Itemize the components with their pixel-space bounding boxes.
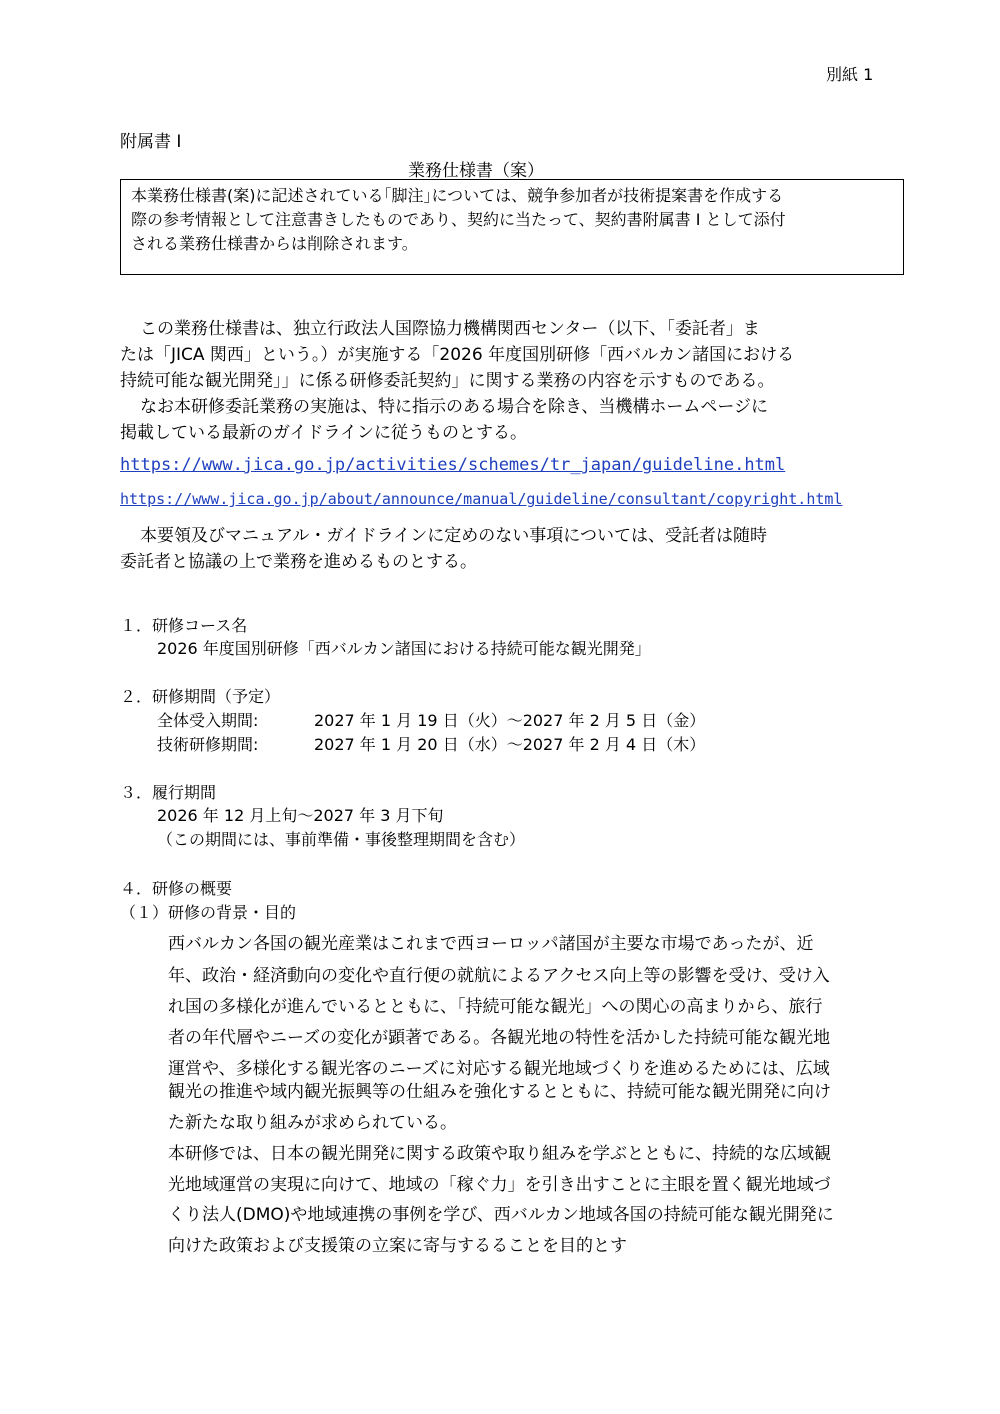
background-line: くり法人(DMO)や地域連携の事例を学び、西バルカン地域各国の持続可能な観光開発に (168, 1205, 834, 1225)
background-line: た新たな取り組みが求められている。 (168, 1113, 457, 1133)
period-label: 全体受入期間: (157, 711, 259, 730)
period-label: 技術研修期間: (157, 735, 259, 754)
background-line: れ国の多様化が進んでいるとともに、「持続可能な観光」への関心の高まりから、旅行 (168, 997, 823, 1017)
guideline-link[interactable]: https://www.jica.go.jp/activities/schemes/tr_japan/guideline.html (120, 455, 786, 475)
page-title: 業務仕様書（案） (408, 161, 544, 181)
subsection-heading: （１）研修の背景・目的 (120, 903, 297, 922)
intro-line: たは「JICA 関西」という。）が実施する「2026 年度国別研修「西バルカン諸国における (120, 345, 795, 365)
section-heading: １．研修コース名 (120, 616, 248, 635)
background-line: 者の年代層やニーズの変化が顕著である。各観光地の特性を活かした持続可能な観光地 (168, 1028, 831, 1048)
period-value: 2027 年 1 月 20 日（水）～2027 年 2 月 4 日（木） (314, 735, 706, 754)
background-line: 西バルカン各国の観光産業はこれまで西ヨーロッパ諸国が主要な市場であったが、近 (168, 934, 814, 954)
intro-note-line: 委託者と協議の上で業務を進めるものとする。 (120, 552, 477, 572)
period-value: 2027 年 1 月 19 日（火）～2027 年 2 月 5 日（金） (314, 711, 706, 730)
section-heading: ２．研修期間（予定） (120, 687, 281, 706)
section-heading: ４．研修の概要 (120, 879, 233, 898)
course-name: 2026 年度国別研修「西バルカン諸国における持続可能な観光開発」 (157, 639, 651, 658)
background-line: 年、政治・経済動向の変化や直行便の就航によるアクセス向上等の影響を受け、受け入 (168, 966, 830, 986)
background-line: 光地域運営の実現に向けて、地域の「稼ぐ力」を引き出すことに主眼を置く観光地域づ (168, 1175, 831, 1195)
attachment-label: 別紙 1 (826, 65, 874, 84)
notice-line: 際の参考情報として注意書きしたものであり、契約に当たって、契約書附属書 I として添付 (131, 210, 786, 229)
notice-line: される業務仕様書からは削除されます。 (131, 234, 418, 253)
background-line: 運営や、多様化する観光客のニーズに対応する観光地域づくりを進めるためには、広域 (168, 1059, 830, 1079)
intro-line: この業務仕様書は、独立行政法人国際協力機構関西センター（以下、「委託者」ま (140, 319, 760, 339)
copyright-link[interactable]: https://www.jica.go.jp/about/announce/manual/guideline/consultant/copyright.html (120, 490, 843, 508)
intro-line: 掲載している最新のガイドラインに従うものとする。 (120, 423, 527, 443)
intro-line: 持続可能な観光開発」」に係る研修委託契約」に関する業務の内容を示すものである。 (120, 371, 775, 391)
background-line: 本研修では、日本の観光開発に関する政策や取り組みを学ぶとともに、持続的な広域観 (168, 1144, 831, 1164)
intro-note-line: 本要領及びマニュアル・ガイドラインに定めのない事項については、受託者は随時 (140, 526, 767, 546)
contract-period-note: （この期間には、事前準備・事後整理期間を含む） (157, 830, 526, 849)
section-heading: ３．履行期間 (120, 783, 217, 802)
notice-box (120, 179, 904, 275)
contract-period: 2026 年 12 月上旬～2027 年 3 月下旬 (157, 806, 444, 825)
notice-line: 本業務仕様書(案)に記述されている｢脚注｣については、競争参加者が技術提案書を作成する (131, 186, 784, 205)
intro-line: なお本研修委託業務の実施は、特に指示のある場合を除き、当機構ホームページに (140, 397, 768, 417)
background-line: 向けた政策および支援策の立案に寄与するることを目的とす (168, 1236, 627, 1256)
background-line: 観光の推進や域内観光振興等の仕組みを強化するとともに、持続可能な観光開発に向け (168, 1082, 831, 1102)
annex-label: 附属書 I (120, 132, 182, 152)
